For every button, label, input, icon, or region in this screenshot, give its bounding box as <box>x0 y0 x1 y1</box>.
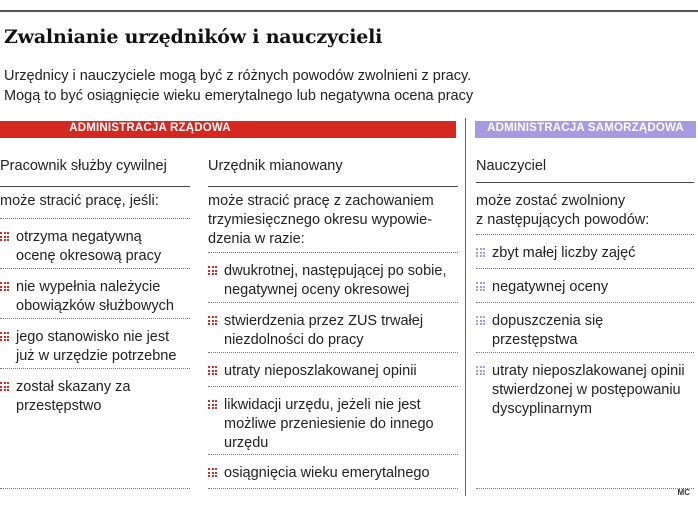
list-item-line: utraty nieposzlakowanej opinii <box>492 363 685 379</box>
list-item-line: dopuszczenia się <box>492 313 604 329</box>
list-item-line: zbyt małej liczby zajęć <box>492 245 636 261</box>
column-heading: Pracownik służby cywilnej <box>0 158 167 174</box>
list-item-text <box>492 278 608 297</box>
dotted-separator <box>208 302 458 303</box>
dotted-separator <box>0 218 190 219</box>
subtitle-line: Urzędnicy i nauczyciele mogą być z różnych powodów zwolnieni z pracy. <box>4 68 472 84</box>
grid-bullet-icon <box>208 316 217 325</box>
dotted-separator <box>476 302 694 303</box>
grid-bullet-icon <box>208 400 217 409</box>
dotted-separator <box>476 268 694 269</box>
intro-line: z następujących powodów: <box>476 212 650 228</box>
grid-bullet-icon <box>0 382 9 391</box>
grid-bullet-icon <box>208 366 217 375</box>
list-item-text <box>224 262 446 300</box>
grid-bullet-icon <box>476 282 485 291</box>
list-item-line: stwierdzenia przez ZUS trwałej <box>224 313 424 329</box>
grid-bullet-icon <box>476 316 485 325</box>
list-item-text <box>16 228 161 266</box>
dotted-separator <box>208 488 458 489</box>
list-item-line: obowiązków służbowych <box>16 298 174 314</box>
dotted-separator <box>476 488 694 489</box>
list-item-text <box>224 312 423 350</box>
list-item-line: dyscyplinarnym <box>492 401 592 417</box>
list-item-line: został skazany za <box>16 379 131 395</box>
list-item-line: już w urzędzie potrzebne <box>16 348 177 364</box>
list-item-line: utraty nieposzlakowanej opinii <box>224 363 417 379</box>
grid-bullet-icon <box>0 282 9 291</box>
column-heading: Urzędnik mianowany <box>208 158 343 174</box>
list-item-line: stwierdzonej w postępowaniu <box>492 382 681 398</box>
section-label-local: ADMINISTRACJA SAMORZĄDOWA <box>487 122 684 134</box>
top-rule <box>0 10 698 12</box>
grid-bullet-icon <box>476 366 485 375</box>
intro-line: może stracić pracę z zachowaniem <box>208 193 434 209</box>
list-item-line: niezdolności do pracy <box>224 332 364 348</box>
dotted-separator <box>208 386 458 387</box>
list-item-line: otrzyma negatywną <box>16 229 142 245</box>
subtitle-line: Mogą to być osiągnięcie wieku emerytalnego lub negatywna ocena pracy <box>4 88 474 104</box>
grid-bullet-icon <box>0 332 9 341</box>
intro-line: dzenia w razie: <box>208 231 305 247</box>
list-item-line: jego stanowisko nie jest <box>16 329 170 345</box>
list-item-line: negatywnej oceny okresowej <box>224 282 410 298</box>
list-item-line: nie wypełnia należycie <box>16 279 161 295</box>
section-label-government: ADMINISTRACJA RZĄDOWA <box>69 122 231 134</box>
grid-bullet-icon <box>476 248 485 257</box>
list-item-line: negatywnej oceny <box>492 279 609 295</box>
list-item-text <box>16 328 176 366</box>
dotted-separator <box>208 252 458 253</box>
dotted-separator <box>0 268 190 269</box>
list-item-line: dwukrotnej, następującej po sobie, <box>224 263 447 279</box>
list-item-line: urzędu <box>224 435 269 451</box>
column-rule <box>208 186 458 187</box>
section-bar-local <box>475 121 696 138</box>
dotted-separator <box>208 352 458 353</box>
list-item-line: osiągnięcia wieku emerytalnego <box>224 465 430 481</box>
column-intro <box>476 192 649 230</box>
list-item-text <box>16 378 130 416</box>
grid-bullet-icon <box>208 266 217 275</box>
dotted-separator <box>476 234 694 235</box>
intro-line: może stracić pracę, jeśli: <box>0 193 159 209</box>
intro-line: może zostać zwolniony <box>476 193 626 209</box>
intro-line: trzymiesięcznego okresu wypowie- <box>208 212 433 228</box>
dotted-separator <box>476 352 694 353</box>
list-item-line: ocenę okresową pracy <box>16 248 162 264</box>
dotted-separator <box>0 488 190 489</box>
page-title: Zwalnianie urzędników i nauczycieli <box>4 26 383 48</box>
subtitle <box>4 66 694 106</box>
column-heading: Nauczyciel <box>476 158 547 174</box>
column-intro <box>0 192 159 211</box>
column-rule <box>0 186 190 187</box>
credit: MC <box>677 488 690 497</box>
column-rule <box>476 182 694 183</box>
grid-bullet-icon <box>208 468 217 477</box>
list-item-text <box>16 278 174 316</box>
grid-bullet-icon <box>0 232 9 241</box>
list-item-line: likwidacji urzędu, jeżeli nie jest <box>224 397 421 413</box>
dotted-separator <box>0 368 190 369</box>
section-bar-government <box>0 121 456 138</box>
list-item-text <box>224 362 417 381</box>
dotted-separator <box>0 318 190 319</box>
column-intro <box>208 192 434 249</box>
list-item-line: możliwe przeniesienie do innego <box>224 416 434 432</box>
dotted-separator <box>208 454 458 455</box>
list-item-text <box>224 396 434 453</box>
list-item-text <box>492 312 603 350</box>
list-item-line: przestępstwo <box>16 398 102 414</box>
list-item-line: przestępstwa <box>492 332 578 348</box>
list-item-text <box>492 244 635 263</box>
section-divider <box>465 118 466 496</box>
list-item-text <box>492 362 685 419</box>
list-item-text <box>224 464 430 483</box>
